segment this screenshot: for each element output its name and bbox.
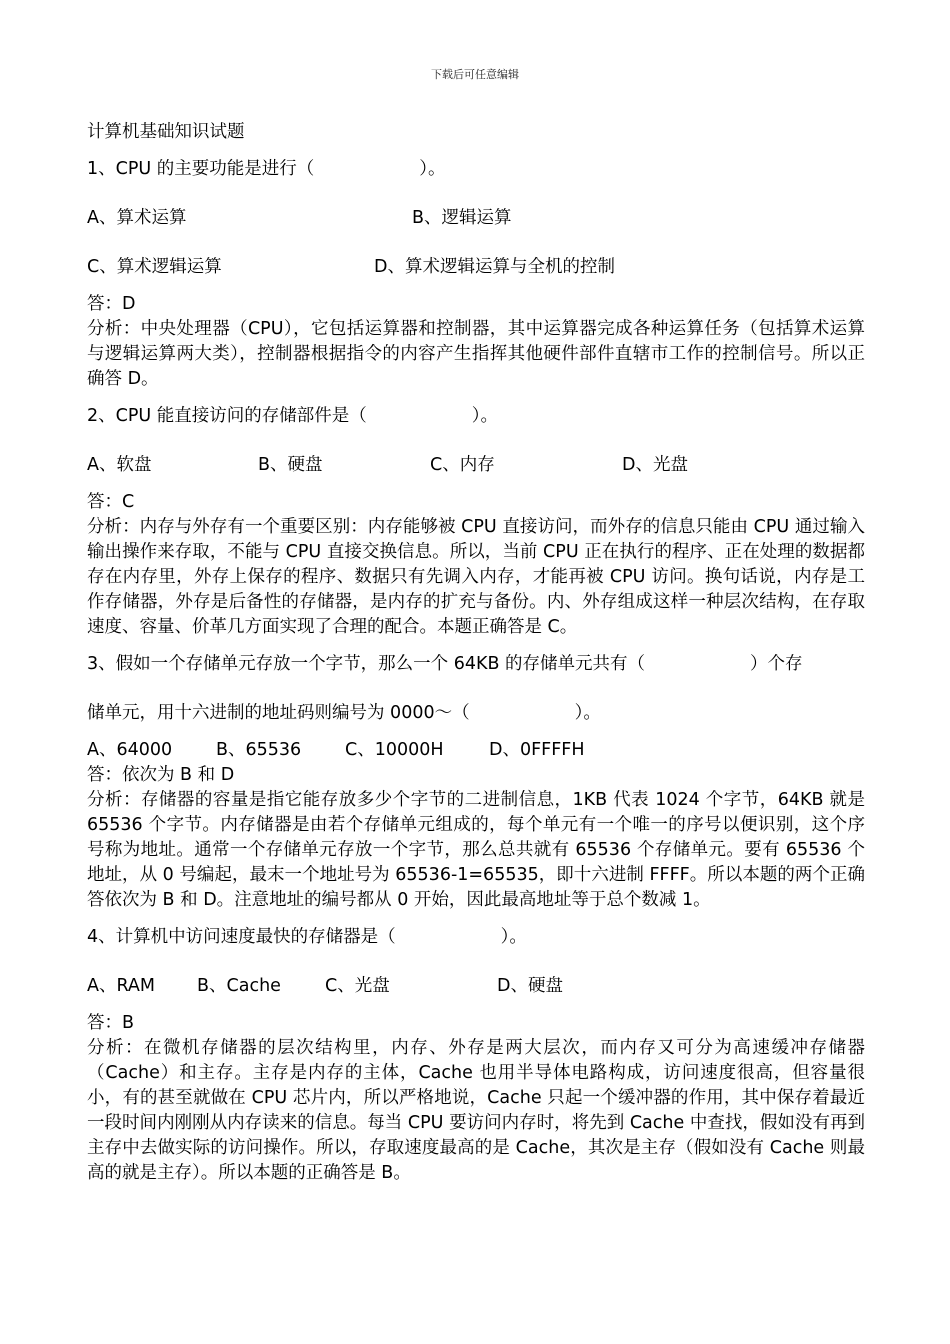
question-block	[87, 404, 865, 640]
question-stem-line-2: 储单元，用十六进制的地址码则编号为 0000～（ ）。	[87, 703, 601, 723]
option-a: A、64000	[87, 740, 173, 760]
option-a: A、算术运算	[87, 208, 187, 228]
option-d: D、0FFFFH	[489, 740, 585, 760]
options-row	[87, 738, 865, 763]
options-row	[87, 206, 865, 231]
question-stem: 1、CPU 的主要功能是进行（ ）。	[87, 159, 446, 179]
analysis-text: 分析：中央处理器（CPU），它包括运算器和控制器，其中运算器完成各种运算任务（包括算术运算与逻辑运算两大类），控制器根据指令的内容产生指挥其他硬件部件直辖市工作的控制信号。所以正确答 D。	[87, 319, 865, 389]
analysis-text: 分析：存储器的容量是指它能存放多少个字节的二进制信息，1KB 代表 1024 个字节，64KB 就是 65536 个字节。内存储器是由若个存储单元组成的，每个单元有一个唯一的序号以便识别，这个序号称为地址。通常一个存储单元存放一个字节，那么总共就有 65536 个存储单元。要有 65536 个地址，从 0 号编起，最末一个地址号为 65536-1=65535，即十六进制 FFFF。所以本题的两个正确答依次为 B 和 D。注意地址的编号都从 0 开始，因此最高地址等于总个数减 1。	[87, 790, 865, 910]
option-b: B、65536	[216, 740, 302, 760]
question-stem-line-1: 3、假如一个存储单元存放一个字节，那么一个 64KB 的存储单元共有（ ）个存	[87, 654, 803, 674]
analysis-text: 分析：在微机存储器的层次结构里，内存、外存是两大层次，而内存又可分为高速缓冲存储器（Cache）和主存。主存是内存的主体，Cache 也用半导体电路构成，访问速度很高，但容量很小，有的甚至就做在 CPU 芯片内，所以严格地说，Cache 只起一个缓冲器的作用，其中保存着最近一段时间内刚刚从内存读来的信息。每当 CPU 要访问内存时，将先到 Cache 中查找，假如没有再到主存中去做实际的访问操作。所以，存取速度最高的是 Cache，其次是主存（假如没有 Cache 则最高的就是主存）。所以本题的正确答是 B。	[87, 1038, 865, 1183]
options-row	[87, 453, 865, 478]
question-block	[87, 652, 865, 913]
option-b: B、硬盘	[258, 455, 323, 475]
page-header: 下载后可任意编辑	[431, 68, 519, 81]
option-a: A、软盘	[87, 455, 152, 475]
option-d: D、硬盘	[497, 976, 563, 996]
question-stem: 2、CPU 能直接访问的存储部件是（ ）。	[87, 406, 499, 426]
question-stem: 4、计算机中访问速度最快的存储器是（ ）。	[87, 927, 527, 947]
document-body	[87, 120, 865, 1186]
answer-text: 答：依次为 B 和 D	[87, 765, 235, 785]
answer-text: 答：B	[87, 1013, 135, 1033]
options-row	[87, 255, 865, 280]
option-b: B、Cache	[197, 976, 281, 996]
question-block	[87, 157, 865, 392]
option-c: C、内存	[430, 455, 495, 475]
option-d: D、算术逻辑运算与全机的控制	[374, 257, 615, 277]
option-c: C、10000H	[345, 740, 444, 760]
answer-text: 答：C	[87, 492, 135, 512]
option-c: C、算术逻辑运算	[87, 257, 222, 277]
answer-text: 答：D	[87, 294, 136, 314]
options-row	[87, 974, 865, 999]
option-d: D、光盘	[622, 455, 688, 475]
option-a: A、RAM	[87, 976, 155, 996]
option-c: C、光盘	[325, 976, 390, 996]
option-b: B、逻辑运算	[412, 208, 512, 228]
document-title: 计算机基础知识试题	[87, 122, 245, 142]
analysis-text: 分析：内存与外存有一个重要区别：内存能够被 CPU 直接访问，而外存的信息只能由 CPU 通过输入输出操作来存取，不能与 CPU 直接交换信息。所以，当前 CPU 正在执行的程序、正在处理的数据都存在内存里，外存上保存的程序、数据只有先调入内存，才能再被 CPU 访问。换句话说，内存是工作存储器，外存是后备性的存储器，是内存的扩充与备份。内、外存组成这样一种层次结构，在存取速度、容量、价革几方面实现了合理的配合。本题正确答是 C。	[87, 517, 865, 637]
question-block	[87, 925, 865, 1186]
